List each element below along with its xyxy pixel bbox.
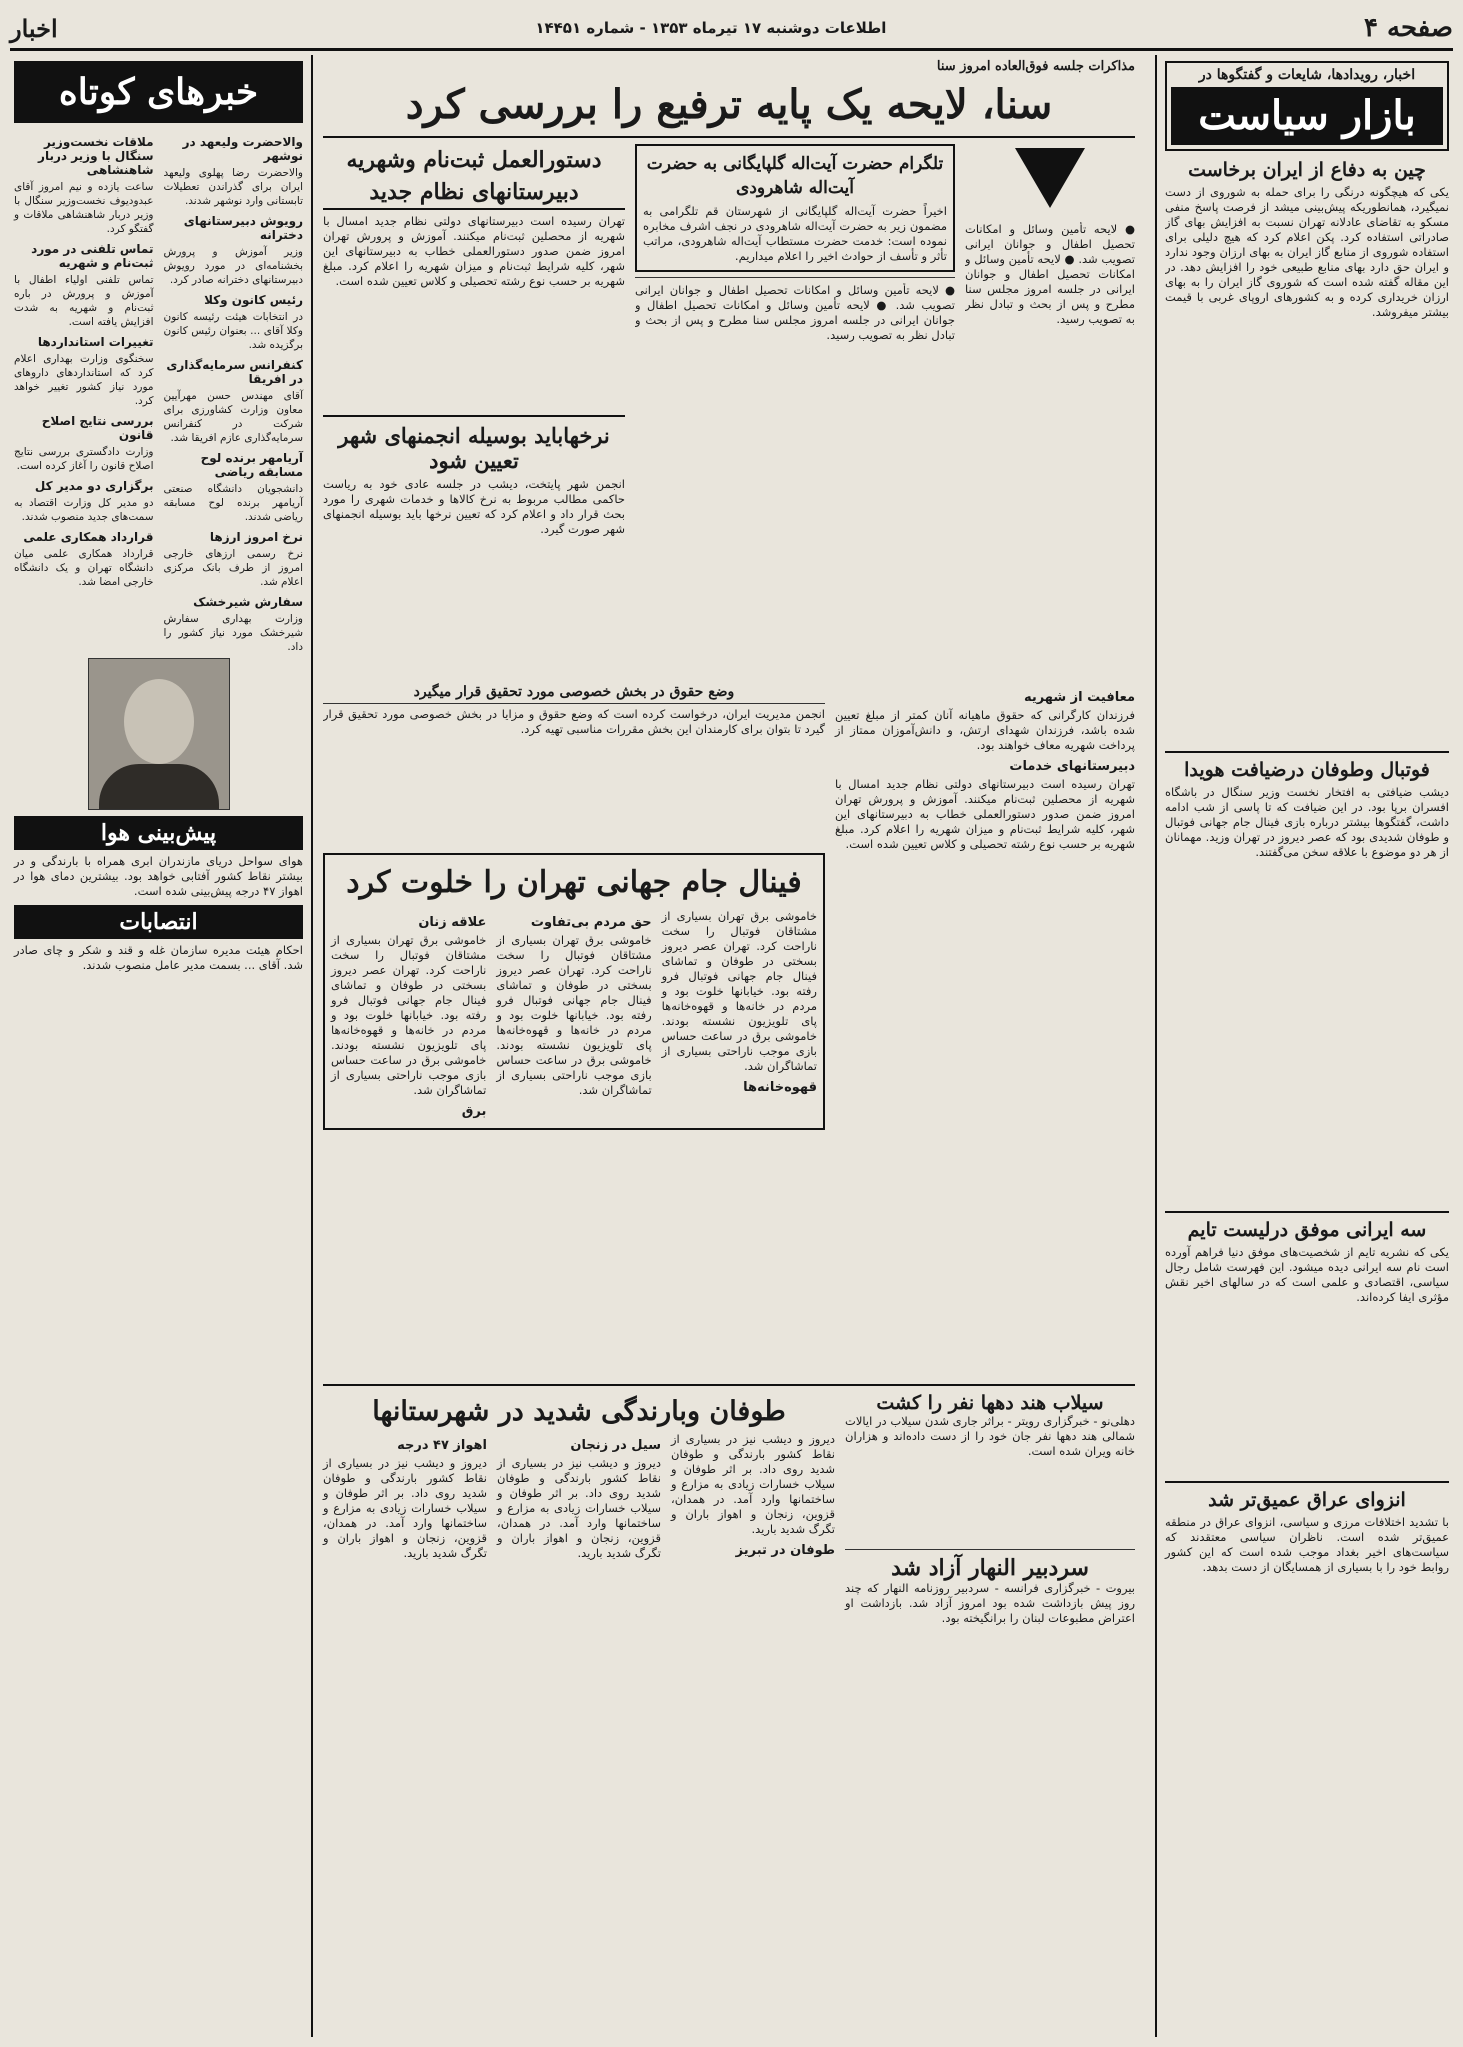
worldcup-title: فینال جام جهانی تهران را خلوت کرد [346,865,802,900]
worldcup-sub-women: علاقه زنان [418,915,487,930]
short-news-item [14,242,154,329]
short-news-title: نرخ امروز ارزها [209,530,303,544]
section-label: اخبار [10,13,58,43]
politics-market-box [1165,61,1449,151]
rights-title: وضع حقوق در بخش خصوصی مورد تحقیق قرار میگیرد [323,684,825,704]
senate-lead-text: ● لایحه تأمین وسائل و امکانات تحصیل اطفال و جوانان ایرانی تصویب شد. ● لایحه تأمین وسائل و امکانات تحصیل اطفال و جوانان ایرانی در جلسه امروز مجلس سنا مطرح و پس از بحث و تبادل نظر به تصویب رسید. [965,222,1135,326]
worldcup-text-2: خاموشی برق تهران بسیاری از مشتاقان فوتبال را سخت ناراحت کرد. تهران عصر دیروز بسختی در طوفان و تماشای فینال جام جهانی فوتبال فرو رفته بود. خیابانها خلوت بود و مردم در خانه‌ها و قهوه‌خانه‌ها پای تلویزیون نشسته بودند. خاموشی برق در ساعت حساس بازی موجب ناراحتی بسیاری از تماشاگران شد. [496,933,652,1097]
exemption-subhead: معافیت از شهریه [1023,690,1135,705]
short-news-title: والاحضرت ولیعهد در نوشهر [182,135,303,163]
short-news-title: برگزاری دو مدیر کل [34,479,154,493]
right-column [1155,55,1455,2037]
storm-title: طوفان وبارندگی شدید در شهرستانها [372,1396,786,1427]
story-football-text: دیشب ضیافتی به افتخار نخست وزیر سنگال در باشگاه افسران برپا بود. در این ضیافت که تا پاسی از شب ادامه داشت، گفتگوها بیشتر درباره بازی فینال جام جهانی فوتبال و طوفان شدیدی بود که عصر دیروز در تهران وزید. مهمانان از هر دو موضوع با علاقه سخن می‌گفتند. [1165,785,1449,859]
short-news-text: ساعت یازده و نیم امروز آقای عبدودیوف نخست‌وزیر سنگال با وزیر دربار شاهنشاهی ملاقات و گفتگو کرد. [14,181,154,235]
short-news-item [14,135,154,236]
short-news-text: در انتخابات هیئت رئیسه کانون وکلا آقای ... بعنوان رئیس کانون برگزیده شد. [163,311,303,351]
telegram-title: تلگرام حضرت آیت‌اله گلپایگانی به حضرت آیت‌اله شاهرودی [646,154,944,198]
politics-banner: بازار سیاست [1171,87,1443,145]
short-news-item [164,293,304,352]
story-china-title: چین به دفاع از ایران برخاست [1188,159,1426,181]
lower-middle [323,684,1135,1384]
storm-text-2: دیروز و دیشب نیز در بسیاری از نقاط کشور بارندگی و طوفان شدید روی داد. بر اثر طوفان و سیلاب خسارات زیادی به مزارع و ساختمانها وارد آمد. در همدان، قزوین، زنجان و اهواز باران و تگرگ شدید بارید. [497,1456,661,1560]
short-news-item [14,335,154,408]
appointments-banner: انتصابات [14,905,303,939]
story-iraq-title: انزوای عراق عمیق‌تر شد [1208,1489,1406,1511]
short-news-text: قرارداد همکاری علمی میان دانشگاه تهران و یک دانشگاه خارجی امضا شد. [14,548,154,588]
storm-sub-zanjan: سیل در زنجان [570,1438,661,1453]
worldcup-column [323,684,825,1384]
short-news-item [164,135,304,208]
telegram-box [635,144,955,272]
appointments-text: احکام هیئت مدیره سازمان غله و قند و شکر و چای صادر شد. آقای ... بسمت مدیر عامل منصوب شدند. [14,943,303,972]
arrow-down-icon [1015,148,1085,218]
short-news-title: قرارداد همکاری علمی [23,530,154,544]
portrait-photo [88,658,230,810]
worldcup-sub-people: حق مردم بی‌تفاوت [530,915,652,930]
storm-column [323,1392,835,1626]
services-text: تهران رسیده است دبیرستانهای دولتی نظام جدید امسال با شهریه از محصلین ثبت‌نام میکنند. آموزش و پرورش تهران امروز ضمن صدور دستورالعملی خطاب به دبیرستانهای این شهر، کلیه شرایط ثبت‌نام و میزان شهریه را اعلام کرد. مبلغ شهریه بر حسب نوع رشته تحصیلی و کلاس تعیین شده است. [835,777,1135,851]
short-news-title: تماس تلفنی در مورد ثبت‌نام و شهریه [31,242,154,270]
short-news-title: رویوش دبیرستانهای دخترانه [183,214,303,242]
short-news-text: وزارت دادگستری بررسی نتایج اصلاح قانون را آغاز کرده است. [14,446,154,472]
storm-text: دیروز و دیشب نیز در بسیاری از نقاط کشور بارندگی و طوفان شدید روی داد. بر اثر طوفان و سیلاب خسارات زیادی به مزارع و ساختمانها وارد آمد. در همدان، قزوین، زنجان و اهواز باران و تگرگ شدید بارید. [671,1432,835,1536]
weather-banner: پیش‌بینی هوا [14,816,303,850]
short-news-text: سخنگوی وزارت بهداری اعلام کرد که استانداردهای داروهای مورد نیاز کشور تغییر خواهد کرد. [14,353,154,407]
story-iraq-text: با تشدید اختلافات مرزی و سیاسی، انزوای عراق در منطقه عمیق‌تر شده است. ناظران سیاسی معتقدند که سیاست‌های اخیر بغداد موجب شده است که این کشور روابط خود را با بسیاری از همسایگان از دست بدهد. [1165,1515,1449,1574]
senate-kicker: مذاکرات جلسه فوق‌العاده امروز سنا [936,59,1135,74]
nahar-title: سردبیر النهار آزاد شد [891,1555,1089,1581]
worldcup-box [323,853,825,1130]
short-news-text: آقای مهندس حسن مهرآیین معاون وزارت کشاورزی برای شرکت در کنفرانس سرمایه‌گذاری عازم افریقا شد. [163,390,303,444]
politics-kicker: اخبار، رویدادها، شایعات و گفتگوها در [1198,67,1416,83]
weather-text: هوای سواحل دریای مازندران ابری همراه با بارندگی و در بیشتر نقاط کشور آفتابی خواهد بود. بیشترین دمای هوا در اهواز ۴۷ درجه پیش‌بینی شده است. [14,854,303,898]
services-subhead: دبیرستانهای خدمات [1009,759,1135,774]
tariff-text: انجمن شهر پایتخت، دیشب در جلسه عادی خود به ریاست حاکمی مطالب مربوط به نرخ کالاها و خدمات شهری را مورد بحث قرار داد و اعلام کرد که تعیین نرخها باید بوسیله انجمنهای شهر صورت گیرد. [323,477,625,536]
rights-text: انجمن مدیریت ایران، درخواست کرده است که وضع حقوق و مزایا در بخش خصوصی مورد تحقیق قرار گیرد تا بتوان برای کارمندان این بخش مقررات مناسبی تهیه کرد. [323,707,825,736]
short-news-list [14,129,303,654]
story-time-text: یکی که نشریه تایم از شخصیت‌های موفق دنیا فراهم آورده است نام سه ایرانی دیده میشود. این فهرست شامل رجال سیاسی، اقتصادی و علمی است که در سالهای اخیر نقش مؤثری ایفا کرده‌اند. [1165,1245,1449,1304]
short-news-item [14,414,154,473]
education-title: دستورالعمل ثبت‌نام وشهریه دبیرستانهای نظام جدید [323,144,625,210]
short-news-title: سفارش شیرخشک [193,595,303,609]
short-news-text: وزیر آموزش و پرورش بخشنامه‌ای در مورد رویوش دبیرستانهای دخترانه صادر کرد. [163,246,303,286]
telegram-column [635,144,955,684]
senate-continued-text: ● لایحه تأمین وسائل و امکانات تحصیل اطفال و جوانان ایرانی تصویب شد. ● لایحه تأمین وسائل و امکانات تحصیل اطفال و جوانان ایرانی در جلسه امروز مجلس سنا مطرح و پس از بحث و تبادل نظر به تصویب رسید. [635,283,955,342]
short-news-text: وزارت بهداری سفارش شیرخشک مورد نیاز کشور را داد. [163,613,303,653]
short-news-text: تماس تلفنی اولیاء اطفال با آموزش و پرورش در باره ثبت‌نام و شهریه به شدت افزایش یافته است. [14,274,154,328]
short-news-text: دانشجویان دانشگاه صنعتی آریامهر برنده لوح مسابقه ریاضی شدند. [163,483,303,523]
page-header [10,8,1453,51]
page-number: صفحه ۴ [1364,13,1453,43]
storm-sub-ahvaz: اهواز ۴۷ درجه [397,1438,487,1453]
flood-column [845,1392,1135,1626]
worldcup-text: خاموشی برق تهران بسیاری از مشتاقان فوتبال را سخت ناراحت کرد. تهران عصر دیروز بسختی در طوفان و تماشای فینال جام جهانی فوتبال فرو رفته بود. خیابانها خلوت بود و مردم در خانه‌ها و قهوه‌خانه‌ها پای تلویزیون نشسته بودند. خاموشی برق در ساعت حساس بازی موجب ناراحتی بسیاری از تماشاگران شد. [661,909,817,1073]
bottom-middle [323,1384,1135,1626]
short-news-title: ملاقات نخست‌وزیر سنگال با وزیر دربار شاهنشاهی [38,135,154,177]
short-news-item [164,451,304,524]
short-news-title: تغییرات استانداردها [37,335,154,349]
short-news-item [14,530,154,589]
short-news-text: دو مدیر کل وزارت اقتصاد به سمت‌های جدید منصوب شدند. [14,497,154,523]
short-news-item [164,530,304,589]
senate-lead-column [965,144,1135,684]
short-news-title: رئیس کانون وکلا [204,293,303,307]
issue-line: اطلاعات دوشنبه ۱۷ تیرماه ۱۳۵۳ - شماره ۱۴۴۵۱ [535,19,887,37]
short-news-text: نرخ رسمی ارزهای خارجی امروز از طرف بانک مرکزی اعلام شد. [163,548,303,588]
short-news-title: آریامهر برنده لوح مسابقه ریاضی [200,451,303,479]
short-news-banner: خبرهای کوتاه [14,61,303,123]
nahar-text: بیروت - خبرگزاری فرانسه - سردبیر روزنامه النهار که چند روز پیش بازداشت شده بود امروز آزاد شد. بازداشت او اعتراض مطبوعات لبنان را برانگیخته بود. [845,1581,1135,1625]
worldcup-text-3: خاموشی برق تهران بسیاری از مشتاقان فوتبال را سخت ناراحت کرد. تهران عصر دیروز بسختی در طوفان و تماشای فینال جام جهانی فوتبال فرو رفته بود. خیابانها خلوت بود و مردم در خانه‌ها و قهوه‌خانه‌ها پای تلویزیون نشسته بودند. خاموشی برق در ساعت حساس بازی موجب ناراحتی بسیاری از تماشاگران شد. [331,933,487,1097]
senate-headline: سنا، لایحه یک پایه ترفیع را بررسی کرد [323,74,1135,138]
flood-text: دهلی‌نو - خبرگزاری رویتر - براثر جاری شدن سیلاب در ایالات شمالی هند دهها نفر جان خود را از دست داده‌اند و هزاران خانه ویران شده است. [845,1414,1135,1458]
short-news-item [164,358,304,445]
worldcup-sub-power: برق [461,1104,487,1119]
short-news-item [164,214,304,287]
storm-text-3: دیروز و دیشب نیز در بسیاری از نقاط کشور بارندگی و طوفان شدید روی داد. بر اثر طوفان و سیلاب خسارات زیادی به مزارع و ساختمانها وارد آمد. در همدان، قزوین، زنجان و اهواز باران و تگرگ شدید بارید. [323,1456,487,1560]
education-continued-column [835,684,1135,1384]
flood-title: سیلاب هند دهها نفر را کشت [876,1392,1104,1414]
short-news-item [14,479,154,524]
telegram-text: اخیراً حضرت آیت‌اله گلپایگانی از شهرستان قم تلگرامی به مضمون زیر به حضرت آیت‌اله شاهرودی در نجف اشرف مخابره نموده است: خدمت حضرت مستطاب آیت‌اله شاهرودی، مراتب تأثر و تأسف از حوادث اخیر را اعلام میداریم. [643,204,947,263]
short-news-title: کنفرانس سرمایه‌گذاری در افریقا [166,358,303,386]
short-news-title: بررسی نتایج اصلاح قانون [41,414,154,442]
middle-section [313,55,1145,2037]
exemption-text: فرزندان کارگرانی که حقوق ماهیانه آنان کمتر از مبلغ تعیین شده باشد، فرزندان شهدای ارتش، و دانش‌آموزان ممتاز از پرداخت شهریه معاف خواهند بود. [835,708,1135,752]
short-news-item [164,595,304,654]
senate-area [323,144,1135,684]
left-column [8,55,313,2037]
tariff-title: نرخهاباید بوسیله انجمنهای شهر تعیین شود [338,423,610,473]
story-china-text: یکی که هیچگونه درنگی را برای حمله به شوروی از دست نمیگیرد، همانطوریکه پیش‌بینی میشد از فرصت پاسخ منفی مسکو به تقاضای عادلانه تهران نسبت به افزایش بهای گاز صادراتی استفاده کرد. پکن اعلام کرد که هیچ دلیلی برای استفاده شوروی از منابع گاز ایران به بهای ارزان وجود ندارد و ایران حق دارد بهای منابع طبیعی خود را افزایش دهد. در این مقاله گفته شده است که شوروی گاز ایران را به بهای ارزان خریداری کرده و به کشورهای اروپای غربی با قیمت بیشتر میفروشد. [1165,185,1449,319]
education-text: تهران رسیده است دبیرستانهای دولتی نظام جدید امسال با شهریه از محصلین ثبت‌نام میکنند. آموزش و پرورش تهران امروز ضمن صدور دستورالعملی خطاب به دبیرستانهای این شهر، کلیه شرایط ثبت‌نام و میزان شهریه را اعلام کرد. مبلغ شهریه بر حسب نوع رشته تحصیلی و کلاس تعیین شده است. [323,214,625,288]
storm-sub-tabriz: طوفان در تبریز [735,1543,835,1558]
worldcup-sub-teahouses: قهوه‌خانه‌ها [743,1080,817,1095]
short-news-text: والاحضرت رضا پهلوی ولیعهد ایران برای گذراندن تعطیلات تابستانی وارد نوشهر شدند. [163,167,303,207]
education-column [323,144,625,684]
story-time-title: سه ایرانی موفق درلیست تایم [1187,1219,1427,1241]
story-football-title: فوتبال وطوفان درضیافت هویدا [1184,759,1430,781]
